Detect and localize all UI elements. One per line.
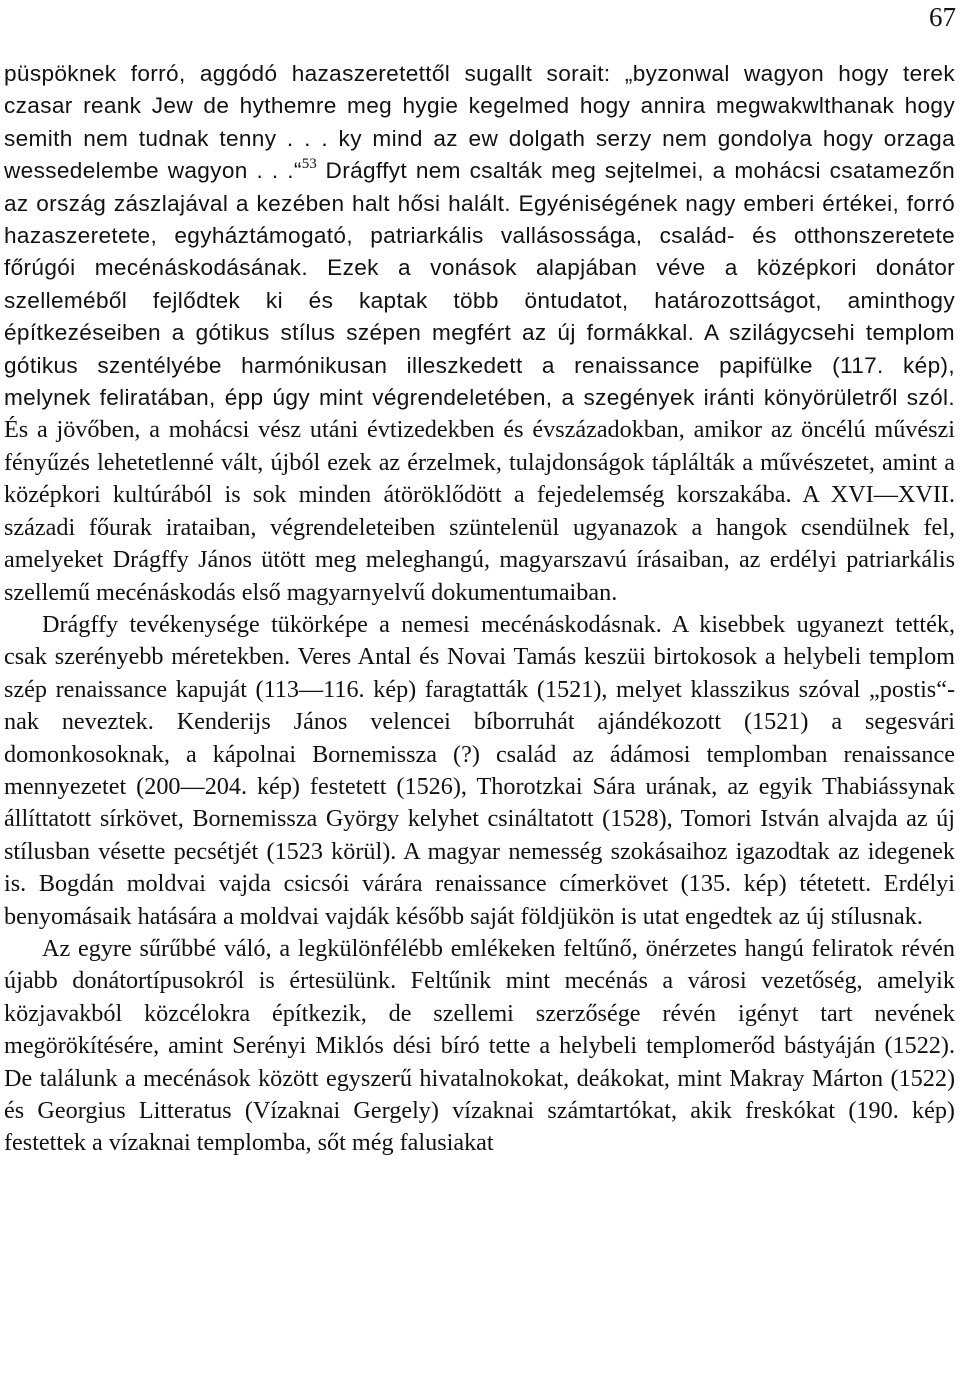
text-segment: A szilágycsehi templom gótikus szentélyébe harmónikusan illeszkedett a renaissance papifülke (117. kép), melynek feliratában, épp úgy mint végrendeletében, a szegények iránti könyörületről szól. xyxy=(4,320,955,411)
page-number: 67 xyxy=(929,2,956,32)
paragraph-2 xyxy=(4,609,955,933)
text-segment: püspöknek forró, aggódó hazaszeretettől sugallt sorait: „byzonwal wagyon hogy terek czasar reank Jew de hythemre meg hygie kegelmed hogy annira megwakwlthanak hogy semith nem tudnak tenny . . . ky mind az ew dolgath serzy nem gondolya hogy orzaga wessedelembe wagyon . . .“ xyxy=(4,61,955,184)
text-segment: Ezek a vonások alapjában véve a középkori donátor szelleméből fejlődtek ki és kaptak több öntudatot, határozottságot, aminthogy építkezéseiben a gótikus stílus szépen megfért az új formákkal. xyxy=(4,255,955,346)
text-segment: Drágffyt nem csalták meg sejtelmei, a mohácsi csatamezőn az ország zászlajával a kezében halt hősi halált. xyxy=(4,158,955,216)
text-segment: És a jövőben, a mohácsi vész utáni évtizedekben és évszázadokban, amikor az öncélú művészi fényűzés lehetetlenné vált, újból ezek az érzelmek, tulajdonságok táplálták a művészetet, amint a középkori kultúrából is sok minden átöröklődött a fejedelemség korszakába. A XVI—XVII. századi főurak irataiban, végrendeleteiben szüntelenül ugyanazok a hangok csendülnek fel, amelyeket Drágffy János ütött meg meleghangú, magyarszavú írásaiban, az erdélyi patriarkális szellemű mecénáskodás első magyarnyelvű dokumentumaiban. xyxy=(4,416,955,606)
text-segment: Az egyre sűrűbbé váló, a legkülönfélébb emlékeken feltűnő, önérzetes hangú feliratok révén újabb donátortípusokról is értesülünk. Feltűnik mint mecénás a városi vezetőség, amelyik közjavakból közcélokra építkezik, de szellemi szerzősége révén igényt tart nevének megörökítésére, amint Serényi Miklós dési bíró tette a helybeli templomerőd bástyáján (1522). De találunk a mecénások között egyszerű hivatalnokokat, deákokat, mint Makray Márton (1522) és Georgius Litteratus (Vízaknai Gergely) vízaknai számtartókat, akik freskókat (190. kép) festettek a vízaknai templomba, sőt még falusiakat xyxy=(4,934,955,1157)
text-segment: Egyéniségének nagy emberi értékei, forró hazaszeretete, egyháztámogató, patriarkális vallásossága, család- és otthonszeretete főrúgói mecénáskodásának. xyxy=(4,190,956,281)
body-text xyxy=(4,58,955,1160)
paragraph-1 xyxy=(4,58,955,609)
text-segment: Drágffy tevékenysége tükörképe a nemesi mecénáskodásnak. A kisebbek ugyanezt tették, csak szerényebb méretekben. Veres Antal és Novai Tamás keszüi birtokosok a helybeli templom szép renaissance kapuját (113—116. kép) faragtatták (1521), melyet klasszikus szóval „postis“-nak neveztek. Kenderijs János velencei bíborruhát ajándékozott (1521) a segesvári domonkosoknak, a kápolnai Bornemissza (?) család az ádámosi templomban renaissance mennyezetet (200—204. kép) festetett (1526), Thorotzkai Sára urának, az egyik Thabiássynak állíttatott sírkövet, Bornemissza György kelyhet csináltatott (1528), Tomori István alvajda az új stílusban vésette pecsétjét (1523 körül). A magyar nemesség szokásaihoz igazodtak az idegenek is. Bogdán moldvai vajda csicsói várára renaissance címerkövet (135. kép) tétetett. Erdélyi benyomásaik hatására a moldvai vajdák később saját földjükön is utat engedtek az új stílusnak. xyxy=(4,610,955,930)
footnote-ref: 53 xyxy=(301,156,317,173)
paragraph-3 xyxy=(4,933,955,1160)
